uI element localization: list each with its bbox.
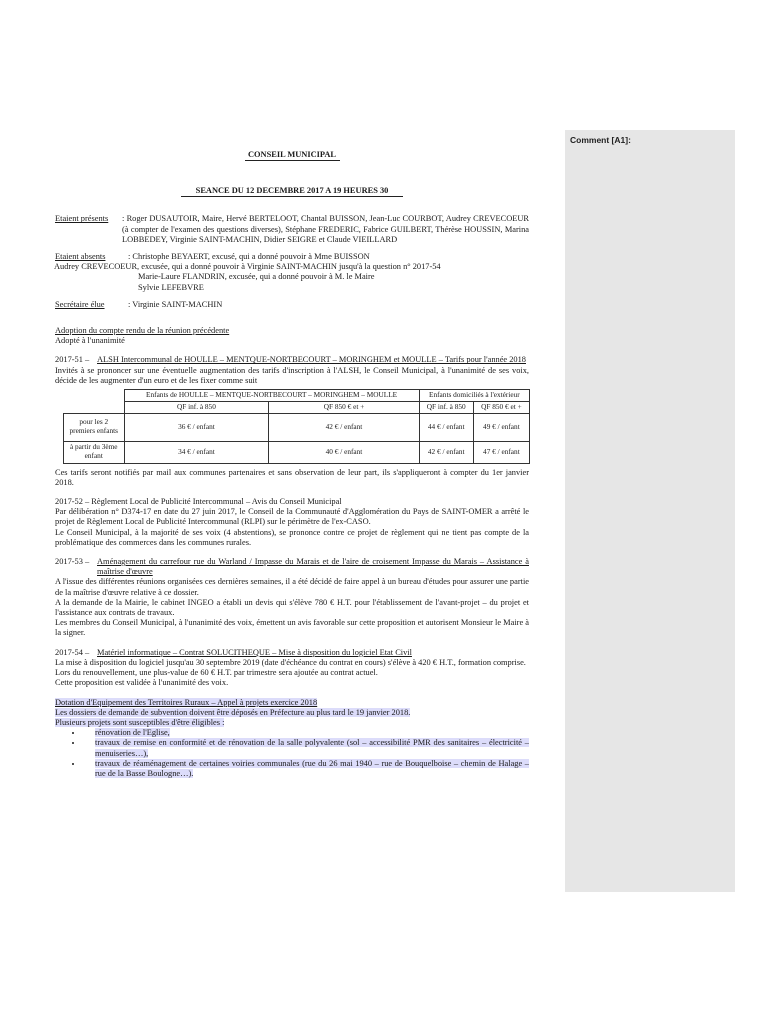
tarifs-col-header: QF inf. à 850 — [124, 401, 269, 413]
tarifs-col-header: QF inf. à 850 — [419, 401, 473, 413]
absent-line: : Christophe BEYAERT, excusé, qui a donné pouvoir à Mme BUISSON — [128, 252, 370, 262]
absent-line: Sylvie LEFEBVRE — [138, 282, 204, 292]
list-item: • travaux de réaménagement de certaines voiries communales (rue du 26 mai 1940 – rue de Bouquelboise – chemin de Halage – rue de la Basse Boulogne…). — [83, 759, 529, 779]
absent-line: Marie-Laure FLANDRIN, excusée, qui a donné pouvoir à M. le Maire — [138, 272, 375, 282]
tarifs-cell: 42 € / enfant — [269, 413, 419, 441]
absents-label: Etaient absents — [55, 252, 106, 262]
comment-pane — [565, 130, 735, 892]
q54-heading — [55, 648, 529, 658]
q53-heading — [55, 557, 529, 577]
tarifs-cell: 44 € / enfant — [419, 413, 473, 441]
q51-heading — [55, 355, 529, 365]
detr-title: Dotation d'Equipement des Territoires Ruraux – Appel à projets exercice 2018 — [55, 697, 318, 707]
absent-line: Audrey CREVECOEUR, excusée, qui a donné pouvoir à Virginie SAINT-MACHIN jusqu'à la question n° 2017-54 — [54, 262, 441, 272]
adoption-text: Adopté à l'unanimité — [55, 336, 125, 346]
list-item: • travaux de remise en conformité et de rénovation de la salle polyvalente (sol – accessibilité PMR des sanitaires – électricité – menuiseries…), — [83, 738, 529, 758]
q52-heading: 2017-52 – Règlement Local de Publicité Intercommunal – Avis du Conseil Municipal — [55, 497, 342, 507]
q53-number: 2017-53 – — [55, 557, 90, 567]
q53-p1: A l'issue des différentes réunions organisées ces dernières semaines, il a été décidé de faire appel à un bureau d'études pour assurer une partie de la maîtrise d'œuvre relative à ce dossier. — [55, 577, 529, 597]
list-item: • rénovation de l'Eglise, — [83, 728, 529, 738]
q51-title: ALSH Intercommunal de HOULLE – MENTQUE-NORTBECOURT – MORINGHEM et MOULLE – Tarifs pour l'année 2018 — [97, 355, 526, 365]
document-page — [55, 150, 529, 779]
q53-title: Aménagement du carrefour rue du Warland / Impasse du Marais et de l'aire de croisement Impasse du Marais – Assistance à maîtrise d'œuvre — [97, 557, 529, 577]
detr-p2: Plusieurs projets sont susceptibles d'être éligibles : — [55, 717, 225, 727]
presents-block — [55, 214, 529, 245]
q54-p1: La mise à disposition du logiciel jusqu'au 30 septembre 2019 (date d'échéance du contrat en cours) s'élève à 420 € H.T., formation comprise. — [55, 657, 526, 667]
seance-rule — [181, 196, 403, 197]
title-rule — [245, 160, 340, 161]
tarifs-table — [63, 389, 530, 464]
tarifs-cell: 47 € / enfant — [473, 441, 529, 463]
presents-label: Etaient présents — [55, 214, 109, 224]
secretaire-value: : Virginie SAINT-MACHIN — [128, 299, 223, 309]
tarifs-group-local: Enfants de HOULLE – MENTQUE-NORTBECOURT – MORINGHEM – MOULLE — [124, 390, 419, 402]
detr-block — [55, 698, 529, 780]
tarifs-cell: 34 € / enfant — [124, 441, 269, 463]
tarifs-cell: 42 € / enfant — [419, 441, 473, 463]
q51-number: 2017-51 – — [55, 355, 90, 365]
tarifs-cell: 49 € / enfant — [473, 413, 529, 441]
tarifs-col-header: QF 850 € et + — [473, 401, 529, 413]
document-title: CONSEIL MUNICIPAL — [247, 150, 337, 159]
q54-p3: Cette proposition est validée à l'unanimité des voix. — [55, 678, 229, 688]
tarifs-row-label: à partir du 3ème enfant — [64, 441, 125, 463]
secretaire-block — [55, 300, 529, 310]
secretaire-label: Secrétaire élue — [55, 299, 105, 309]
q52-p2: Le Conseil Municipal, à la majorité de ses voix (4 abstentions), se prononce contre ce projet de règlement qui ne tient pas compte de la problématique des commerces dans les communes rurales. — [55, 527, 529, 547]
q51-text: Invités à se prononcer sur une éventuelle augmentation des tarifs d'inscription à l'ALSH, le Conseil Municipal, à l'unanimité de ses voix, décide de les augmenter d'un euro et de les fixer comme suit — [55, 365, 529, 385]
detr-p1: Les dossiers de demande de subvention doivent être déposés en Préfecture au plus tard le 19 janvier 2018. — [55, 707, 411, 717]
adoption-title: Adoption du compte rendu de la réunion précédente — [55, 326, 230, 336]
tarifs-group-exterior: Enfants domiciliés à l'extérieur — [419, 390, 529, 402]
tarifs-col-header: QF 850 € et + — [269, 401, 419, 413]
q52-p1: Par délibération n° D374-17 en date du 27 juin 2017, le Conseil de la Communauté d'Agglomération du Pays de SAINT-OMER a arrêté le projet de Règlement Local de Publicité Intercommunal (RLPI) sur le périmètre de l'ex-CASO. — [55, 507, 529, 527]
q51-after: Ces tarifs seront notifiés par mail aux communes partenaires et sans observation de leur part, ils s'appliqueront à compter du 1er janvier 2018. — [55, 467, 529, 487]
q54-number: 2017-54 – — [55, 647, 90, 657]
table-row — [64, 413, 530, 441]
seance-title: SEANCE DU 12 DECEMBRE 2017 A 19 HEURES 30 — [195, 186, 389, 196]
tarifs-row-label: pour les 2 premiers enfants — [64, 413, 125, 441]
table-row — [64, 441, 530, 463]
tarifs-cell: 40 € / enfant — [269, 441, 419, 463]
q53-p2: A la demande de la Mairie, le cabinet INGEO a établi un devis qui s'élève 780 € H.T. pour l'établissement de l'avant-projet – du projet et l'assistance aux contrats de travaux. — [55, 597, 529, 618]
q54-p2: Lors du renouvellement, une plus-value de 60 € H.T. par trimestre sera ajoutée au contrat actuel. — [55, 668, 378, 678]
detr-list — [55, 728, 529, 779]
tarifs-cell: 36 € / enfant — [124, 413, 269, 441]
comment-title: Comment [A1]: — [570, 135, 631, 145]
q53-p3: Les membres du Conseil Municipal, à l'unanimité des voix, émettent un avis favorable sur cette proposition et autorisent Monsieur le Maire à la signer. — [55, 618, 529, 638]
q54-title: Matériel informatique – Contrat SOLUCITHEQUE – Mise à disposition du logiciel Etat Civil — [97, 647, 412, 657]
presents-text: : Roger DUSAUTOIR, Maire, Hervé BERTELOOT, Chantal BUISSON, Jean-Luc COURBOT, Audrey CREVECOEUR (à compter de l'examen des questions diverses), Stéphane FREDERIC, Fabrice GUILBERT, Thérèse HOUSSIN, Marina LOBBEDEY, Virginie SAINT-MACHIN, Didier SEIGRE et Claude VIEILLARD — [122, 214, 529, 244]
absents-block — [55, 252, 529, 293]
